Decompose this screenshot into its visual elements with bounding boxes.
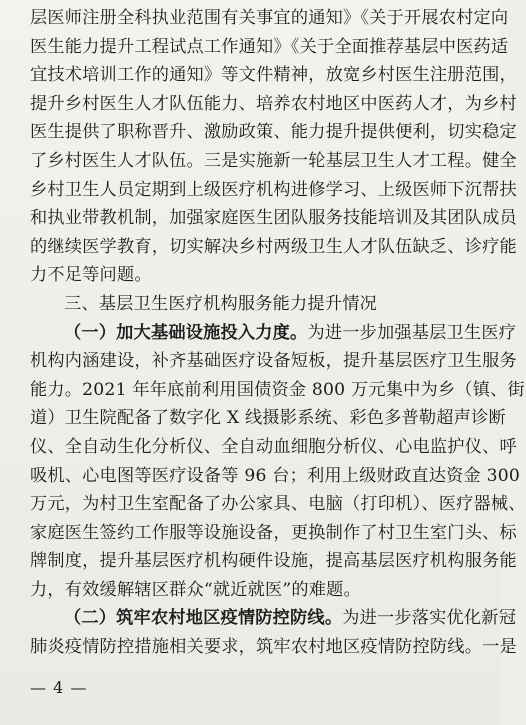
text-line: 能力。2021 年年底前利用国债资金 800 万元集中为乡（镇、街	[30, 379, 525, 400]
body-text	[30, 4, 526, 662]
text-line: 了乡村医生人才队伍。三是实施新一轮基层卫生人才工程。健全	[30, 150, 517, 171]
page-number: — 4 —	[30, 678, 88, 697]
text-line: 机构内涵建设，补齐基础医疗设备短板，提升基层医疗卫生服务	[30, 351, 517, 372]
subsection-2-title: （二）筑牢农村地区疫情防控防线。	[64, 608, 343, 629]
text-line: 万元，为村卫生室配备了办公家具、电脑（打印机）、医疗器械、	[30, 494, 526, 515]
subsection-2-lead: 为进一步落实优化新冠	[342, 608, 517, 629]
text-line: 宜技术培训工作的通知》等文件精神，放宽乡村医生注册范围，	[30, 65, 517, 86]
section-heading: 三、基层卫生医疗机构服务能力提升情况	[64, 293, 377, 314]
text-line: 乡村卫生人员定期到上级医疗机构进修学习、上级医师下沉帮扶	[30, 179, 517, 200]
text-line: 吸机、心电图等医疗设备等 96 台；利用上级财政直达资金 300	[30, 465, 520, 486]
text-line: 医生能力提升工程试点工作通知》《关于全面推荐基层中医药适	[30, 36, 509, 57]
text-line: 的继续医学教育，切实解决乡村两级卫生人才队伍缺乏、诊疗能	[30, 236, 517, 257]
text-line: 层医师注册全科执业范围有关事宜的通知》《关于开展农村定向	[30, 8, 509, 28]
text-line: 力不足等问题。	[30, 265, 152, 286]
text-line: 肺炎疫情防控措施相关要求，筑牢农村地区疫情防控防线。一是	[30, 637, 517, 658]
text-line: 牌制度，提升基层医疗机构硬件设施，提高基层医疗机构服务能	[30, 551, 517, 572]
text-line: 仪、全自动生化分析仪、全自动血细胞分析仪、心电监护仪、呼	[30, 436, 517, 457]
subsection-1-lead: 为进一步加强基层卫生医疗	[307, 322, 517, 343]
text-line: 家庭医生签约工作服等设施设备，更换制作了村卫生室门头、标	[30, 522, 517, 543]
subsection-1-title: （一）加大基础设施投入力度。	[64, 322, 308, 343]
text-line: 医生提供了职称晋升、激励政策、能力提升提供便利，切实稳定	[30, 122, 517, 143]
subsection-1-first-line	[30, 319, 517, 348]
subsection-2-first-line	[30, 604, 517, 633]
text-line: 提升乡村医生人才队伍能力、培养农村地区中医药人才，为乡村	[30, 93, 517, 114]
text-line: 力，有效缓解辖区群众“就近就医”的难题。	[30, 579, 361, 600]
text-line: 道）卫生院配备了数字化 X 线摄影系统、彩色多普勒超声诊断	[30, 408, 506, 429]
text-line: 和执业带教机制，加强家庭医生团队服务技能培训及其团队成员	[30, 208, 517, 229]
